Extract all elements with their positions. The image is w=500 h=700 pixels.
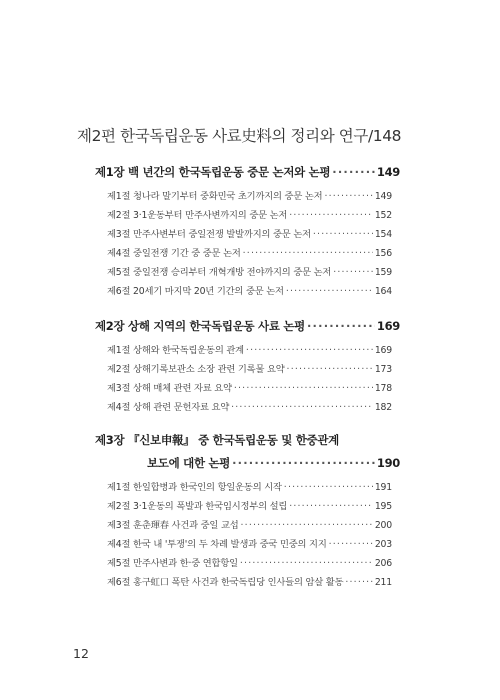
chapter-title: 제2장 상해 지역의 한국독립운동 사료 논평	[95, 319, 305, 333]
chapter-1-entry	[95, 164, 400, 180]
dot-leader	[307, 319, 375, 333]
section-title: 제6절 홍구虹口 폭탄 사건과 한국독립당 인사들의 암살 활동	[107, 577, 344, 588]
section-page: 154	[374, 229, 392, 240]
section-entry	[107, 226, 392, 240]
chapter-page: 169	[376, 319, 400, 333]
dot-leader	[234, 383, 373, 394]
chapter-title: 제1장 백 년간의 한국독립운동 중문 논저와 논평	[95, 165, 331, 179]
section-entry	[107, 342, 392, 356]
section-entry	[107, 536, 392, 550]
section-title: 제6절 20세기 마지막 20년 기간의 중문 논저	[107, 286, 284, 297]
section-entry	[107, 498, 392, 512]
section-entry	[107, 479, 392, 493]
section-page: 149	[374, 191, 392, 202]
dot-leader	[313, 229, 373, 240]
section-entry	[107, 517, 392, 531]
dot-leader	[284, 482, 373, 493]
section-title: 제1절 청나라 말기부터 중화민국 초기까지의 중문 논저	[107, 191, 323, 202]
dot-leader	[243, 248, 373, 259]
chapter-2-entry	[95, 318, 400, 334]
section-page: 152	[374, 210, 392, 221]
part-title: 제2편 한국독립운동 사료史料의 정리와 연구/148	[77, 127, 402, 145]
section-title: 제2절 3·1운동의 폭발과 한국임시정부의 설립	[107, 501, 288, 512]
section-entry	[107, 283, 392, 297]
chapter-title-line2: 보도에 대한 논평	[147, 456, 231, 470]
section-page: 191	[374, 482, 392, 493]
dot-leader	[324, 191, 372, 202]
section-entry	[107, 207, 392, 221]
dot-leader	[246, 345, 373, 356]
page-number: 12	[73, 646, 89, 661]
dot-leader	[231, 402, 373, 413]
section-title: 제5절 중일전쟁 승리부터 개혁개방 전야까지의 중문 논저	[107, 267, 332, 278]
dot-leader	[289, 501, 373, 512]
dot-leader	[287, 364, 373, 375]
section-page: 164	[374, 286, 392, 297]
section-title: 제1절 상해와 한국독립운동의 관계	[107, 345, 244, 356]
section-title: 제4절 한국 내 '투쟁'의 두 차례 발생과 중국 민중의 지지	[107, 539, 327, 550]
dot-leader	[240, 558, 373, 569]
dot-leader	[286, 286, 373, 297]
section-title: 제5절 만주사변과 한·중 연합항일	[107, 558, 238, 569]
chapter-3-title-line1	[95, 432, 339, 448]
section-entry	[107, 399, 392, 413]
section-title: 제3절 훈춘琿春 사건과 중일 교섭	[107, 520, 239, 531]
chapter-page: 149	[376, 165, 400, 179]
section-title: 제2절 3·1운동부터 만주사변까지의 중문 논저	[107, 210, 288, 221]
section-title: 제3절 만주사변부터 중일전쟁 발발까지의 중문 논저	[107, 229, 311, 240]
section-title: 제4절 중일전쟁 기간 중 중문 논저	[107, 248, 241, 259]
dot-leader	[332, 165, 375, 179]
chapter-page: 190	[376, 456, 400, 470]
section-entry	[107, 264, 392, 278]
section-page: 195	[374, 501, 392, 512]
dot-leader	[345, 577, 372, 588]
section-page: 211	[374, 577, 392, 588]
section-page: 200	[374, 520, 392, 531]
section-entry	[107, 555, 392, 569]
section-title: 제2절 상해기록보관소 소장 관련 기록물 요약	[107, 364, 285, 375]
section-page: 169	[374, 345, 392, 356]
section-entry	[107, 361, 392, 375]
section-entry	[107, 574, 392, 588]
section-entry	[107, 245, 392, 259]
section-title: 제4절 상해 관련 문헌자료 요약	[107, 402, 230, 413]
section-page: 182	[374, 402, 392, 413]
section-title: 제1절 한일합병과 한국인의 항일운동의 시작	[107, 482, 282, 493]
dot-leader	[333, 267, 373, 278]
dot-leader	[329, 539, 373, 550]
section-page: 203	[374, 539, 392, 550]
chapter-title: 제3장 『신보申報』 중 한국독립운동 및 한중관계	[95, 433, 339, 447]
dot-leader	[289, 210, 373, 221]
section-title: 제3절 상해 매체 관련 자료 요약	[107, 383, 232, 394]
section-page: 173	[374, 364, 392, 375]
section-entry	[107, 188, 392, 202]
section-page: 178	[374, 383, 392, 394]
section-page: 206	[374, 558, 392, 569]
section-entry	[107, 380, 392, 394]
dot-leader	[232, 456, 375, 470]
chapter-3-entry	[147, 455, 400, 471]
section-page: 159	[374, 267, 392, 278]
dot-leader	[241, 520, 373, 531]
section-page: 156	[374, 248, 392, 259]
